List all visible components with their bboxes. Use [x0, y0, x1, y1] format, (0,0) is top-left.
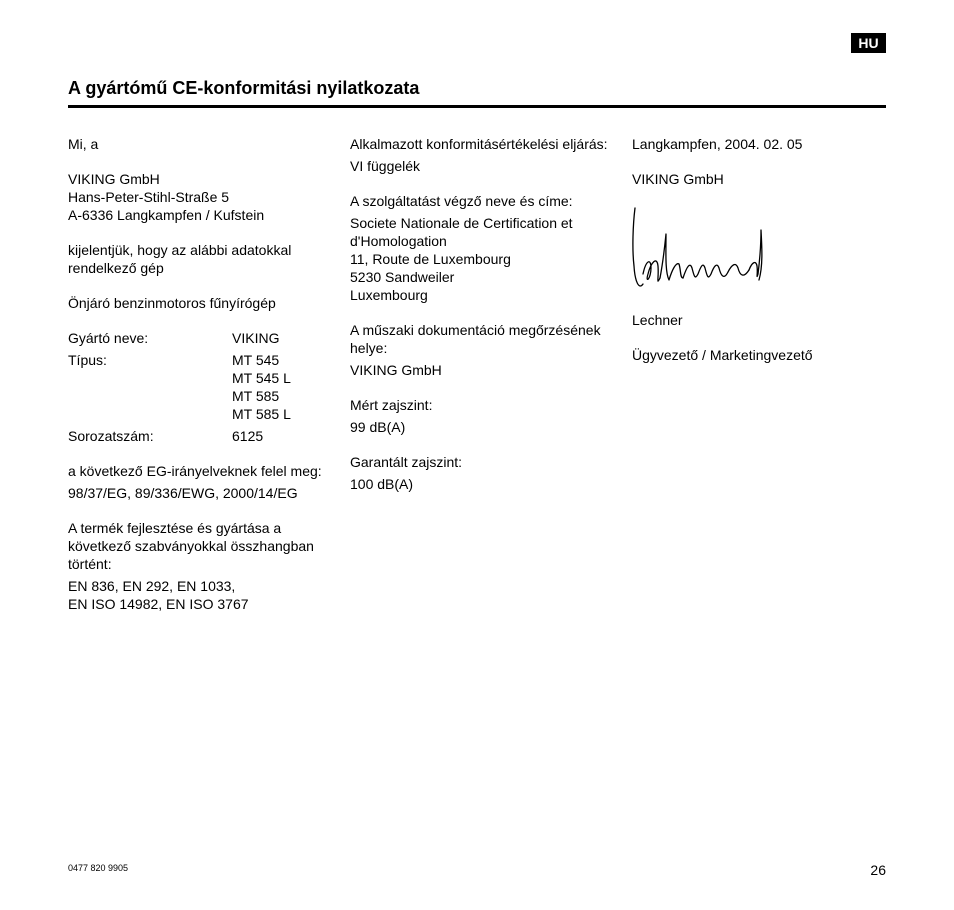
- documentation-heading: A műszaki dokumentáció megőrzésének helye:: [350, 322, 601, 356]
- procedure-value: VI függelék: [350, 158, 421, 174]
- title-divider: [68, 105, 886, 108]
- page-title: A gyártómű CE-konformitási nyilatkozata: [68, 78, 420, 98]
- spec-label: Gyártó neve:: [68, 330, 149, 346]
- manufacturer-address: VIKING GmbH Hans-Peter-Stihl-Straße 5 A-6336 Langkampfen / Kufstein: [68, 171, 265, 223]
- product-name: Önjáró benzinmotoros fűnyírógép: [68, 295, 276, 311]
- spec-table: [68, 329, 333, 445]
- measured-noise-value: 99 dB(A): [350, 419, 406, 435]
- standards-heading: A termék fejlesztése és gyártása a következő szabványokkal összhangban történt:: [68, 520, 314, 572]
- guaranteed-noise-heading: Garantált zajszint:: [350, 454, 463, 470]
- documentation-value: VIKING GmbH: [350, 362, 442, 378]
- place-date: Langkampfen, 2004. 02. 05: [632, 136, 803, 152]
- signature-image: [632, 204, 772, 294]
- measured-noise-heading: Mért zajszint:: [350, 397, 433, 413]
- signatory-name: Lechner: [632, 312, 683, 328]
- guaranteed-noise-value: 100 dB(A): [350, 476, 414, 492]
- declaration-column: [68, 135, 333, 613]
- spec-value: 6125: [232, 428, 264, 444]
- notified-body-heading: A szolgáltatást végző neve és címe:: [350, 193, 573, 209]
- spec-row-manufacturer: [68, 329, 333, 347]
- spec-label: Sorozatszám:: [68, 428, 154, 444]
- directives-heading: a következő EG-irányelveknek felel meg:: [68, 463, 322, 479]
- page-number: 26: [870, 862, 886, 878]
- spec-value: MT 545 MT 545 L MT 585 MT 585 L: [232, 352, 291, 422]
- signature-column: [632, 135, 887, 364]
- spec-value: VIKING: [232, 330, 280, 346]
- signing-company: VIKING GmbH: [632, 171, 724, 187]
- directives-list: 98/37/EG, 89/336/EWG, 2000/14/EG: [68, 485, 298, 501]
- signatory-title: Ügyvezető / Marketingvezető: [632, 347, 813, 363]
- procedure-heading: Alkalmazott konformitásértékelési eljárás:: [350, 136, 608, 152]
- language-badge: HU: [851, 33, 886, 53]
- declaration-text: kijelentjük, hogy az alábbi adatokkal rendelkező gép: [68, 242, 292, 276]
- spec-row-serial: [68, 427, 333, 445]
- spec-row-type: [68, 351, 333, 423]
- spec-label: Típus:: [68, 352, 107, 368]
- procedure-column: [350, 135, 615, 493]
- intro-text: Mi, a: [68, 136, 99, 152]
- standards-list: EN 836, EN 292, EN 1033, EN ISO 14982, EN ISO 3767: [68, 578, 249, 612]
- notified-body-address: Societe Nationale de Certification et d'Homologation 11, Route de Luxembourg 5230 Sandweiler Luxembourg: [350, 215, 573, 303]
- document-number: 0477 820 9905: [68, 863, 129, 873]
